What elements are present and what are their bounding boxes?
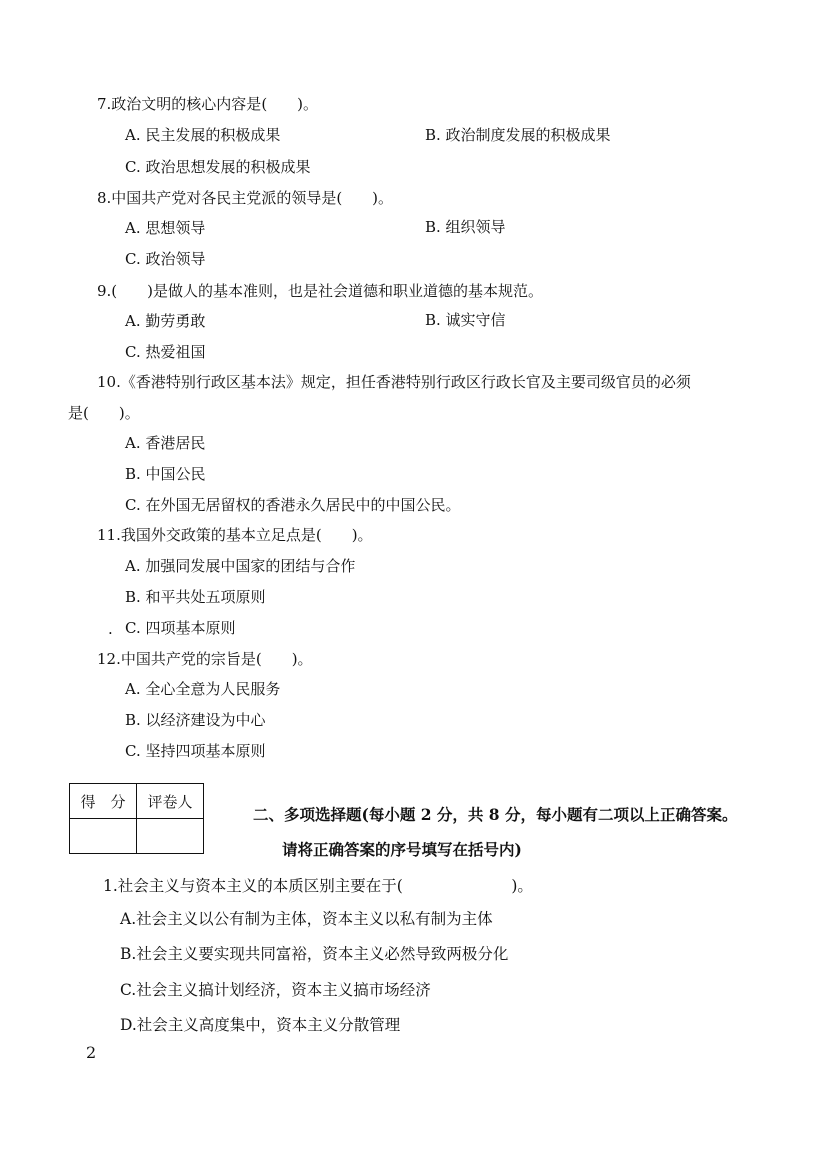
question-10-option-c: C. 在外国无居留权的香港永久居民中的中国公民。 (125, 496, 461, 514)
stray-mark: . (108, 620, 113, 638)
question-10-option-a: A. 香港居民 (125, 434, 206, 452)
question-9-stem: 9.( )是做人的基本准则，也是社会道德和职业道德的基本规范。 (97, 282, 544, 300)
question-10-stem: 10.《香港特别行政区基本法》规定，担任香港特别行政区行政长官及主要司级官员的必须 (97, 373, 691, 391)
score-header: 得 分 (70, 784, 137, 819)
multi-question-1-stem: 1.社会主义与资本主义的本质区别主要在于( )。 (103, 877, 533, 895)
question-8-stem: 8.中国共产党对各民主党派的领导是( )。 (97, 189, 394, 207)
question-11-stem: 11.我国外交政策的基本立足点是( )。 (97, 526, 373, 544)
question-7-option-a: A. 民主发展的积极成果 (125, 126, 281, 144)
question-12-option-b: B. 以经济建设为中心 (125, 711, 266, 729)
score-box (69, 783, 204, 854)
question-11-option-b: B. 和平共处五项原则 (125, 588, 266, 606)
grader-header: 评卷人 (137, 784, 204, 819)
question-9-option-c: C. 热爱祖国 (125, 343, 206, 361)
question-11-option-c: C. 四项基本原则 (125, 619, 236, 637)
question-10-option-b: B. 中国公民 (125, 465, 206, 483)
question-12-option-a: A. 全心全意为人民服务 (125, 680, 281, 698)
question-8-option-b: B. 组织领导 (425, 218, 506, 236)
multi-question-1-option-b: B.社会主义要实现共同富裕，资本主义必然导致两极分化 (120, 945, 509, 963)
question-9-option-a: A. 勤劳勇敢 (125, 312, 206, 330)
multi-question-1-option-c: C.社会主义搞计划经济，资本主义搞市场经济 (120, 981, 431, 999)
question-7-option-c: C. 政治思想发展的积极成果 (125, 158, 311, 176)
multi-question-1-option-d: D.社会主义高度集中，资本主义分散管理 (120, 1016, 401, 1034)
grader-cell[interactable] (137, 819, 204, 854)
score-cell[interactable] (70, 819, 137, 854)
question-12-stem: 12.中国共产党的宗旨是( )。 (97, 650, 313, 668)
question-8-option-a: A. 思想领导 (125, 219, 206, 237)
question-7-stem: 7.政治文明的核心内容是( )。 (97, 95, 319, 113)
question-8-option-c: C. 政治领导 (125, 250, 206, 268)
question-9-option-b: B. 诚实守信 (425, 311, 506, 329)
page-number: 2 (86, 1043, 97, 1062)
multi-question-1-option-a: A.社会主义以公有制为主体，资本主义以私有制为主体 (120, 910, 493, 928)
question-11-option-a: A. 加强同发展中国家的团结与合作 (125, 557, 356, 575)
section-2-title: 二、多项选择题(每小题 2 分，共 8 分，每小题有二项以上正确答案。 (253, 805, 738, 824)
question-10-stem-continued: 是( )。 (68, 404, 140, 422)
question-12-option-c: C. 坚持四项基本原则 (125, 742, 266, 760)
question-7-option-b: B. 政治制度发展的积极成果 (425, 126, 611, 144)
section-2-instructions: 请将正确答案的序号填写在括号内) (282, 840, 522, 859)
